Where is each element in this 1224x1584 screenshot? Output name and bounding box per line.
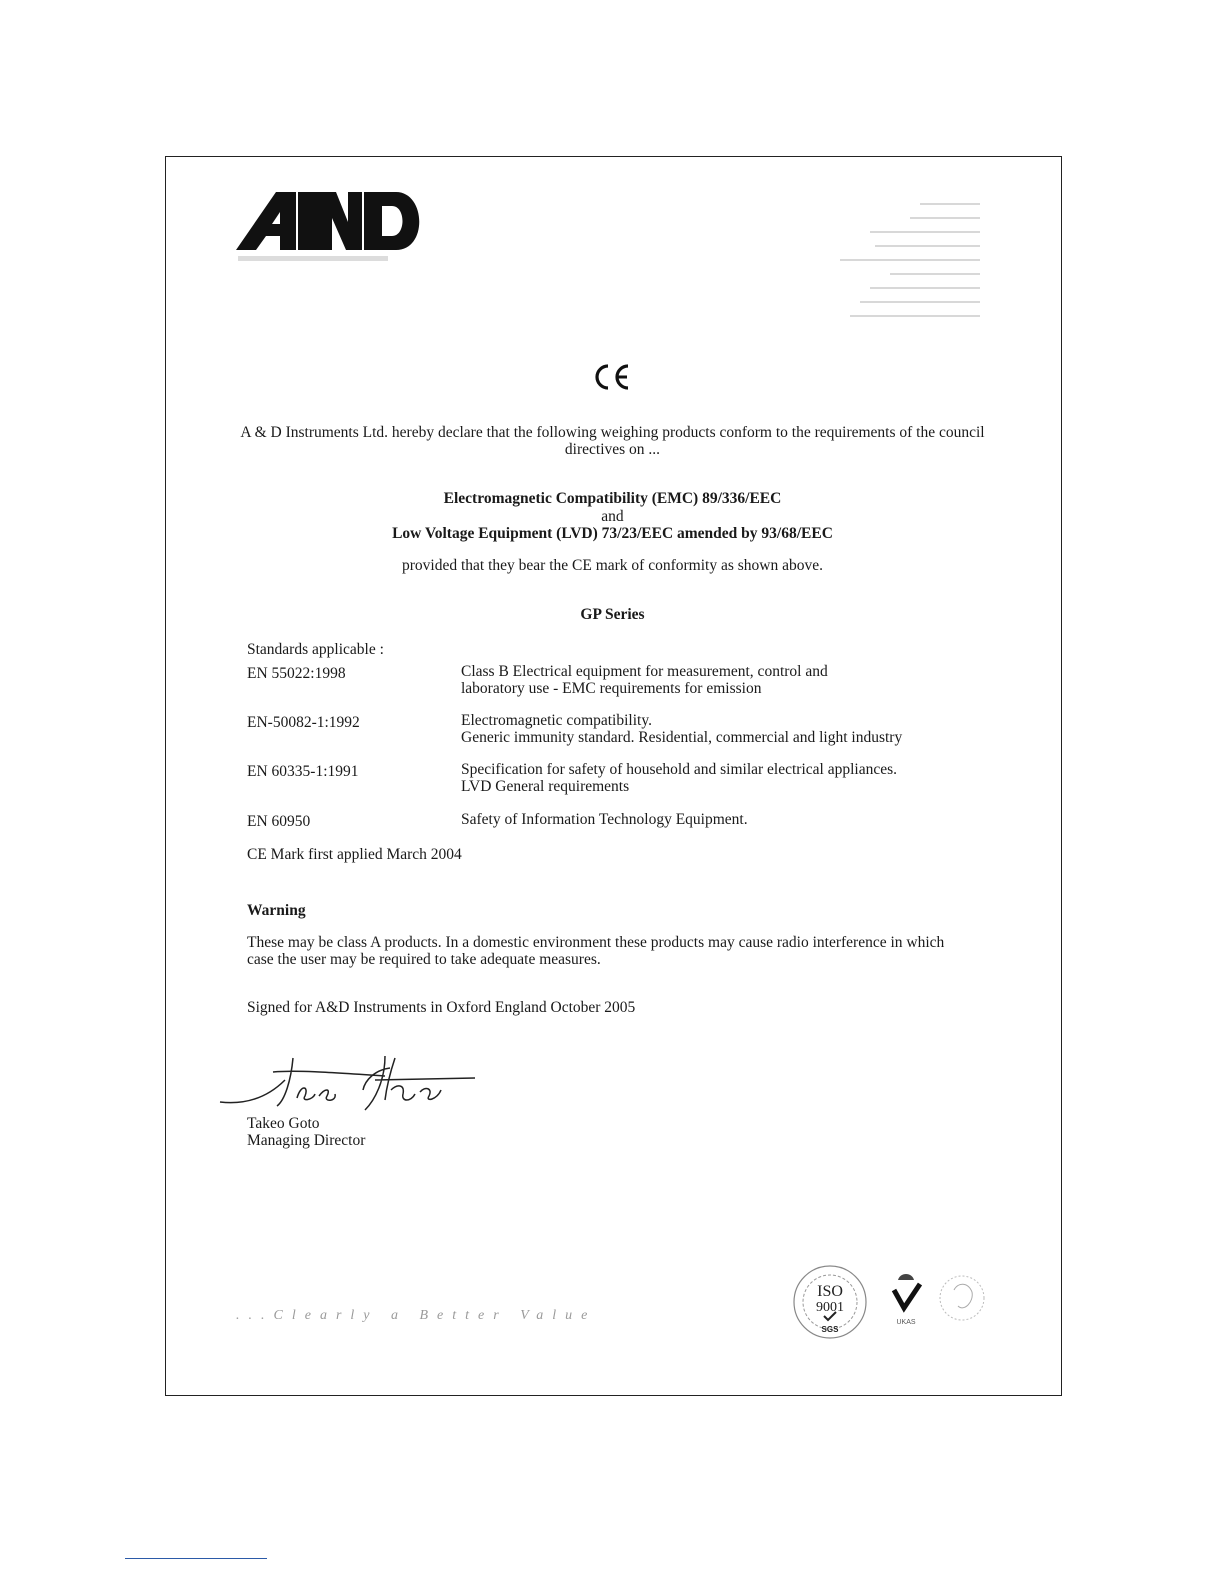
provided-text: provided that they bear the CE mark of conformity as shown above. [402,557,823,574]
signatory-title: Managing Director [247,1132,366,1149]
svg-text:SGS: SGS [821,1325,839,1334]
warning-title: Warning [247,902,306,919]
svg-text:ISO: ISO [817,1283,843,1300]
signed-statement: Signed for A&D Instruments in Oxford England October 2005 [247,999,636,1016]
ce-mark [0,362,1224,397]
ce-mark-graphic [592,362,632,392]
iso-ukas-marks-graphic [788,1262,998,1352]
standard-code: EN 60335-1:1991 [247,763,359,780]
emc-directive: Electromagnetic Compatibility (EMC) 89/336/EEC [443,490,782,507]
standards-label: Standards applicable : [247,641,384,658]
standard-description: Class B Electrical equipment for measurement, control and laboratory use - EMC requirements for emission [461,663,828,697]
standard-code: EN 55022:1998 [247,665,346,682]
directive-conjunction: and [601,508,624,525]
warning-text: These may be class A products. In a domestic environment these products may cause radio interference in which case the user may be required to take adequate measures. [247,934,945,968]
svg-text:UKAS: UKAS [896,1319,916,1326]
product-series: GP Series [580,606,645,623]
declaration-text: A & D Instruments Ltd. hereby declare that the following weighing products conform to the requirements of the council directives on ... [240,424,985,458]
signatory-name: Takeo Goto [247,1115,320,1132]
lvd-directive: Low Voltage Equipment (LVD) 73/23/EEC amended by 93/68/EEC [392,525,833,542]
and-logo-graphic [236,192,436,272]
standard-description: Safety of Information Technology Equipment. [461,811,748,828]
standard-description: Electromagnetic compatibility. Generic immunity standard. Residential, commercial and light industry [461,712,903,746]
certification-marks [788,1262,998,1357]
standard-code: EN 60950 [247,813,311,830]
page-link-underline [125,1558,267,1559]
ce-first-applied: CE Mark first applied March 2004 [247,846,462,863]
standard-description: Specification for safety of household and similar electrical appliances. LVD General requirements [461,761,897,795]
faint-address-block [800,195,990,335]
standard-code: EN-50082-1:1992 [247,714,360,731]
company-motto: ...Clearly a Better Value [236,1308,597,1323]
company-logo [236,192,436,277]
svg-text:9001: 9001 [816,1300,844,1315]
